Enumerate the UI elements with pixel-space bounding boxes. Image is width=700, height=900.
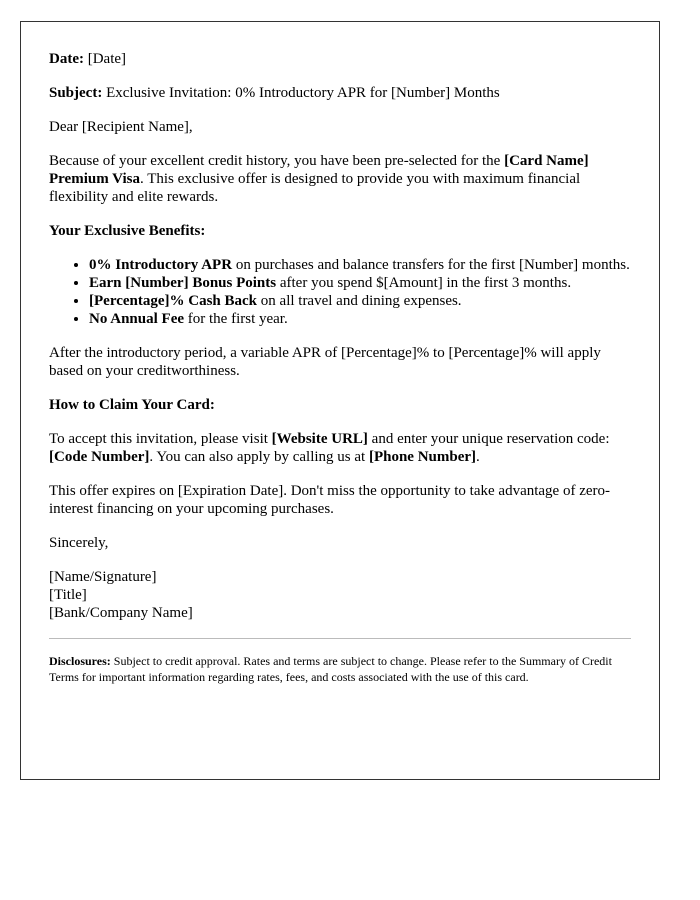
benefit-item [89,292,631,310]
signature-title: [Title] [49,587,87,603]
disclosures [49,653,631,685]
benefits-heading: Your Exclusive Benefits: [49,223,206,239]
subject-label: Subject: [49,85,103,101]
benefit-title: [Percentage]% Cash Back [89,293,258,309]
reservation-code: [Code Number] [49,449,150,465]
intro-text-before: Because of your excellent credit history, you have been pre-selected for the [49,153,505,169]
salutation: Dear [Recipient Name], [49,119,193,135]
date-label: Date: [49,51,84,67]
benefit-text: on all travel and dining expenses. [257,293,462,309]
intro-text-after: . This exclusive offer is designed to provide you with maximum financial flexibility and elite rewards. [49,171,581,205]
claim-text-2: and enter your unique reservation code: [367,431,610,447]
apr-note: After the introductory period, a variable APR of [Percentage]% to [Percentage]% will apply based on your creditworthiness. [49,345,601,379]
subject-value: Exclusive Invitation: 0% Introductory APR for [Number] Months [102,85,500,101]
disclosures-text: Subject to credit approval. Rates and terms are subject to change. Please refer to the Summary of Credit Terms for important information regarding rates, fees, and costs associated with the use of this card. [49,654,612,684]
phone-number: [Phone Number] [368,449,477,465]
signature-name: [Name/Signature] [49,569,157,585]
benefit-title: No Annual Fee [89,311,185,327]
date-line [49,50,631,68]
website-url: [Website URL] [271,431,368,447]
benefit-text: on purchases and balance transfers for the first [Number] months. [232,257,630,273]
expiry-note: This offer expires on [Expiration Date]. Don't miss the opportunity to take advantage of zero-interest financing on your upcoming purchases. [49,483,611,517]
benefit-text: for the first year. [184,311,288,327]
closing: Sincerely, [49,535,109,551]
benefit-title: Earn [Number] Bonus Points [89,275,277,291]
claim-text-3: . You can also apply by calling us at [149,449,369,465]
disclosures-label: Disclosures: [49,654,111,668]
signature-company: [Bank/Company Name] [49,605,193,621]
letter-page [20,21,660,780]
claim-text-4: . [476,449,480,465]
benefit-text: after you spend $[Amount] in the first 3 months. [276,275,572,291]
card-name: [Card Name] Premium Visa [49,153,589,187]
benefits-list [49,256,631,328]
benefit-item [89,256,631,274]
disclosure-divider [49,638,631,639]
benefit-item [89,274,631,292]
intro-paragraph [49,152,631,206]
claim-heading: How to Claim Your Card: [49,397,215,413]
subject-line [49,84,631,102]
date-value: [Date] [83,51,127,67]
benefit-item [89,310,631,328]
claim-text-1: To accept this invitation, please visit [49,431,272,447]
signature-block [49,568,631,622]
benefit-title: 0% Introductory APR [89,257,233,273]
claim-paragraph [49,430,631,466]
